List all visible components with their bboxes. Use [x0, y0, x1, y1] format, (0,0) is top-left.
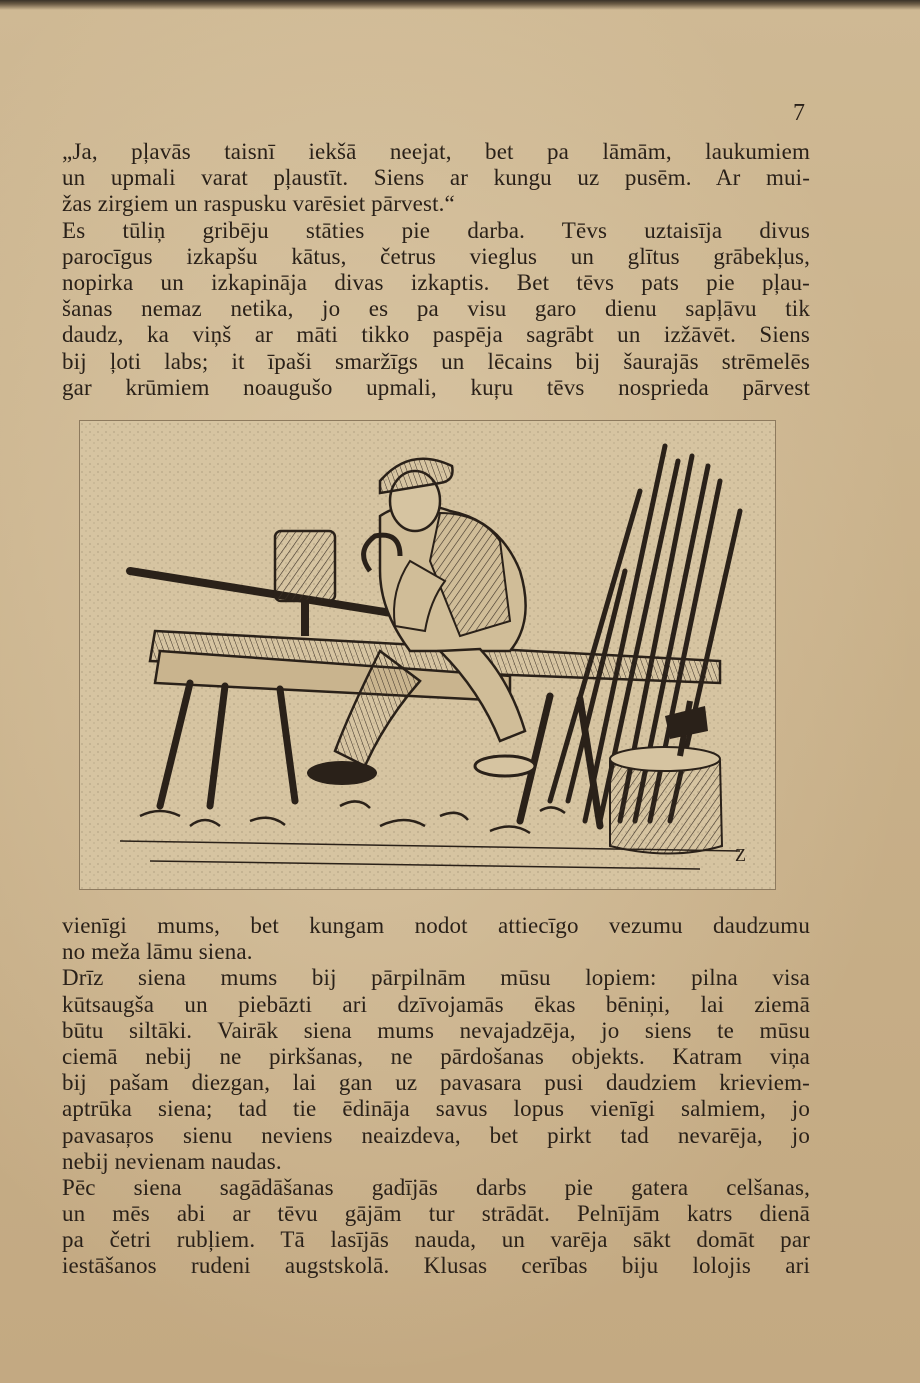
text-line: iestāšanos rudeni augstskolā. Klusas cerības biju lolojis ari: [62, 1253, 810, 1279]
text-line: bij pašam diezgan, lai gan uz pavasara pusi daudziem krieviem-: [62, 1070, 810, 1096]
text-line: Drīz siena mums bij pārpilnām mūsu lopiem: pilna visa: [62, 965, 810, 991]
text-line: Pēc siena sagādāšanas gadījās darbs pie gatera celšanas,: [62, 1174, 810, 1200]
text-line: žas zirgiem un raspusku varēsiet pārvest.“: [62, 191, 455, 217]
text-line: parocīgus izkapšu kātus, četrus vieglus un glītus grābekļus,: [62, 243, 810, 269]
page-number: 7: [793, 100, 805, 126]
text-line: šanas nemaz netika, jo es pa visu garo dienu sapļāvu tik: [62, 296, 810, 322]
text-line: nebij nevienam naudas.: [62, 1148, 282, 1174]
text-line: un mēs abi ar tēvu gājām tur strādāt. Pelnījām katrs dienā: [62, 1201, 810, 1227]
text-line: daudz, ka viņš ar māti tikko paspēja sagrābt un izžāvēt. Siens: [62, 322, 810, 348]
text-line: nopirka un izkapināja divas izkaptis. Bet tēvs pats pie pļau-: [62, 269, 810, 295]
page-top-edge: [0, 0, 920, 10]
text-line: aptrūka siena; tad tie ēdināja savus lopus vienīgi salmiem, jo: [62, 1096, 810, 1122]
text-block-bottom: [62, 913, 810, 1280]
illustration-man-carving-rake: [79, 420, 776, 890]
text-line: un upmali varat pļaustīt. Siens ar kungu uz pusēm. Ar mui-: [62, 165, 810, 191]
text-line: būtu siltāki. Vairāk siena mums nevajadzēja, jo siens te mūsu: [62, 1017, 810, 1043]
text-line: vienīgi mums, bet kungam nodot attiecīgo vezumu daudzumu: [62, 913, 810, 938]
illustration-drawing: [80, 421, 775, 889]
text-line: ciemā nebij ne pirkšanas, ne pārdošanas objekts. Katram viņa: [62, 1043, 810, 1069]
text-line: pa četri rubļiem. Tā lasījās nauda, un varēja sākt domāt par: [62, 1227, 810, 1253]
text-line: no meža lāmu siena.: [62, 939, 253, 965]
text-line: pavasaŗos sienu neviens neaizdeva, bet pirkt tad nevarēja, jo: [62, 1122, 810, 1148]
text-line: kūtsaugša un piebāzti ari dzīvojamās ēkas bēniņi, lai ziemā: [62, 991, 810, 1017]
text-line: gar krūmiem noaugušo upmali, kuŗu tēvs nosprieda pārvest: [62, 374, 810, 400]
text-line: bij ļoti labs; it īpaši smaržīgs un lēcains bij šaurajās strēmelēs: [62, 348, 810, 374]
illustration-signature: Z: [735, 845, 746, 865]
text-block-top: [62, 139, 810, 401]
text-line: Es tūliņ gribēju stāties pie darba. Tēvs uztaisīja divus: [62, 217, 810, 243]
text-line: „Ja, pļavās taisnī iekšā neejat, bet pa lāmām, laukumiem: [62, 139, 810, 164]
